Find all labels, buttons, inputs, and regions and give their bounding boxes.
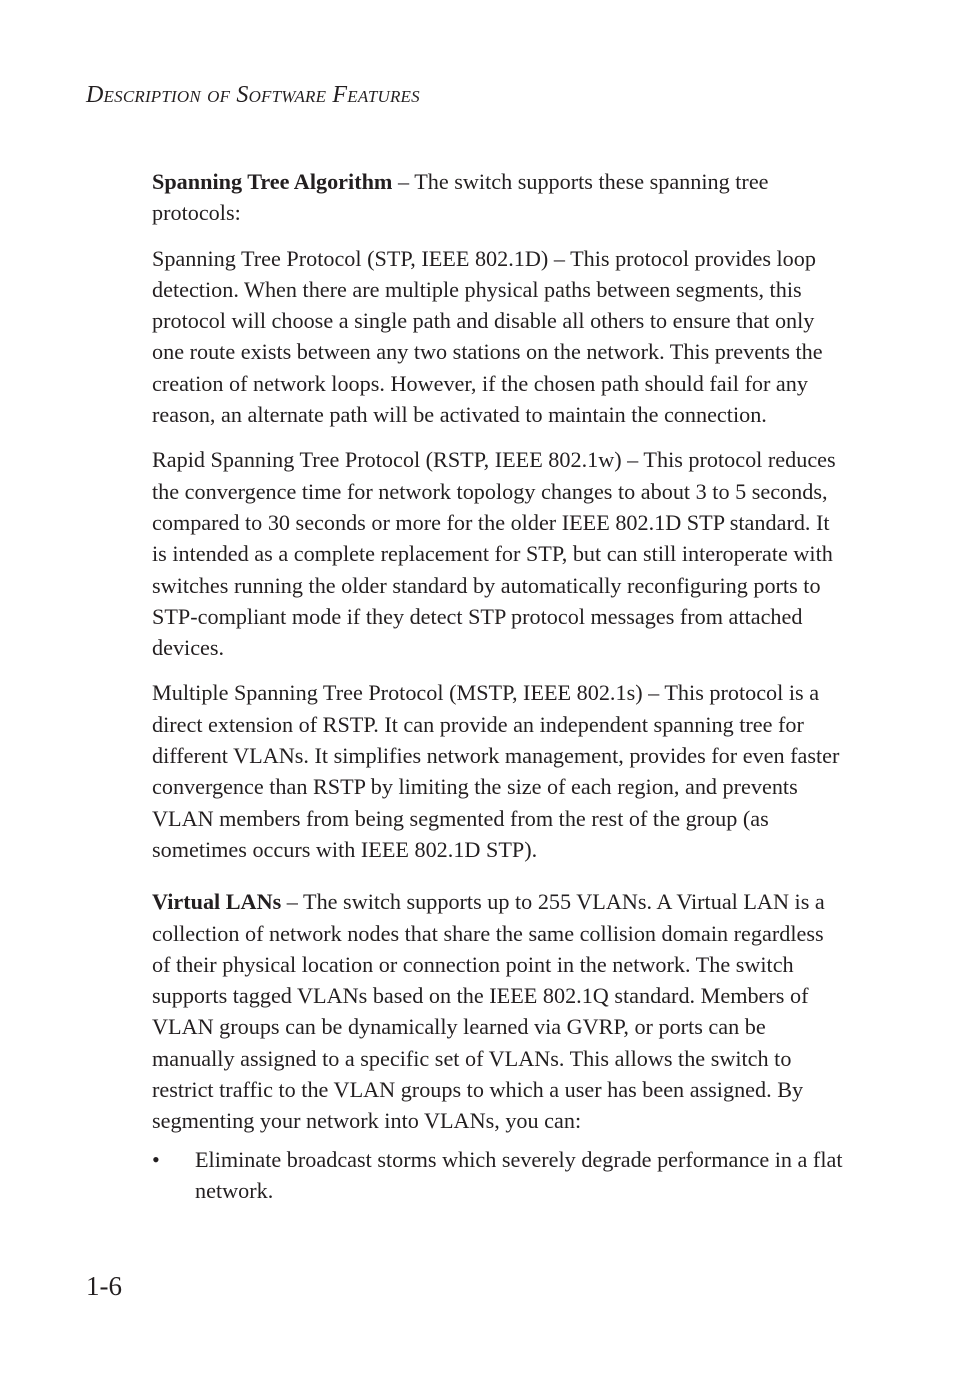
paragraph-spanning-tree-algorithm <box>152 166 844 229</box>
bullet-text: Eliminate broadcast storms which severely degrade performance in a flat network. <box>195 1146 843 1203</box>
term-virtual-lans: Virtual LANs <box>152 889 282 915</box>
paragraph-virtual-lans <box>152 886 844 1136</box>
page-number: 1-6 <box>86 1271 122 1301</box>
page-body <box>152 166 844 1206</box>
paragraph-text: – The switch supports up to 255 VLANs. A Virtual LAN is a collection of network nodes that share the same collision domain regardless of their physical location or connection point in the network. The switch supports tagged VLANs based on the IEEE 802.1Q standard. Members of VLAN groups can be dynamically learned via GVRP, or ports can be manually assigned to a specific set of VLANs. This allows the switch to restrict traffic to the VLAN groups to which a user has been assigned. By segmenting your network into VLANs, you can: <box>152 889 825 1134</box>
list-item <box>152 1144 844 1207</box>
term-spanning-tree-algorithm: Spanning Tree Algorithm <box>152 169 393 194</box>
bullet-list <box>152 1144 844 1207</box>
paragraph-rstp: Rapid Spanning Tree Protocol (RSTP, IEEE 802.1w) – This protocol reduces the convergence time for network topology changes to about 3 to 5 seconds, compared to 30 seconds or more for the older IEEE 802.1D STP standard. It is intended as a complete replacement for STP, but can still interoperate with switches running the older standard by automatically reconfiguring ports to STP-compliant mode if they detect STP protocol messages from attached devices. <box>152 447 836 661</box>
running-header: Description of Software Features <box>86 82 420 108</box>
paragraph-mstp: Multiple Spanning Tree Protocol (MSTP, IEEE 802.1s) – This protocol is a direct extension of RSTP. It can provide an independent spanning tree for different VLANs. It simplifies network management, provides for even faster convergence than RSTP by limiting the size of each region, and prevents VLAN members from being segmented from the rest of the group (as sometimes occurs with IEEE 802.1D STP). <box>152 680 840 862</box>
paragraph-text: – The switch supports these spanning tree protocols: <box>152 169 769 226</box>
bullet-icon: • <box>152 1146 160 1172</box>
paragraph-stp: Spanning Tree Protocol (STP, IEEE 802.1D) – This protocol provides loop detection. When there are multiple physical paths between segments, this protocol will choose a single path and disable all others to ensure that only one route exists between any two stations on the network. This prevents the creation of network loops. However, if the chosen path should fail for any reason, an alternate path will be activated to maintain the connection. <box>152 245 823 428</box>
